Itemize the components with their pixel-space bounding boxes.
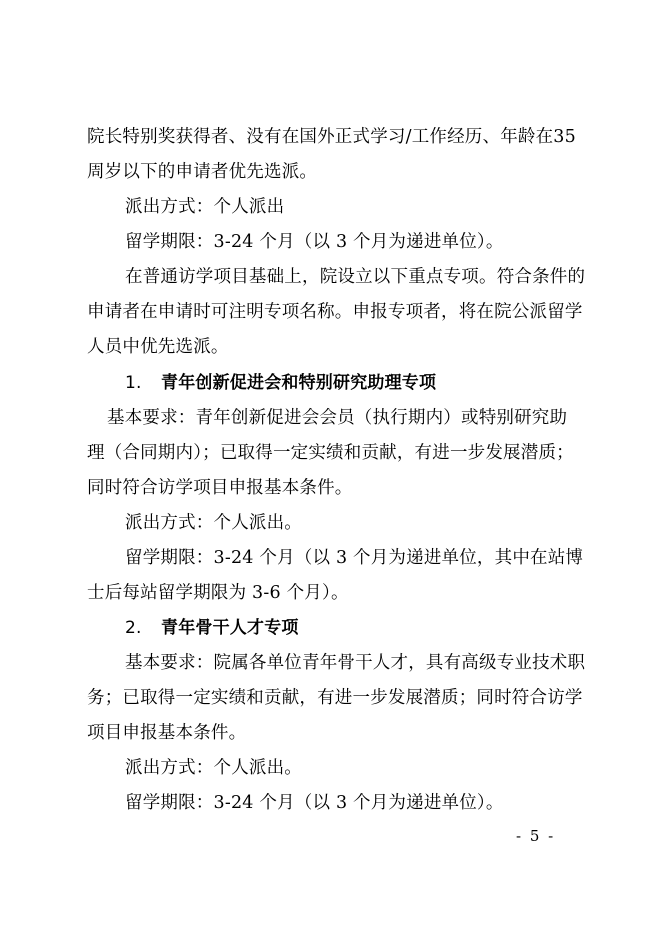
requirement-line: 基本要求：青年创新促进会会员（执行期内）或特别研究助 — [107, 408, 568, 428]
dispatch-method-line: 派出方式：个人派出。 — [125, 758, 302, 778]
section-number: 1. — [125, 373, 142, 393]
paragraph-line: 士后每站留学期限为 3-6 个月）。 — [87, 583, 349, 603]
study-period-line: 留学期限：3-24 个月（以 3 个月为递进单位，其中在站博 — [125, 548, 584, 568]
paragraph-line: 在普通访学项目基础上，院设立以下重点专项。符合条件的 — [125, 267, 586, 287]
paragraph-line: 申请者在申请时可注明专项名称。申报专项者，将在院公派留学 — [87, 302, 583, 322]
paragraph-line: 同时符合访学项目申报基本条件。 — [87, 478, 353, 498]
paragraph-line: 务；已取得一定实绩和贡献，有进一步发展潜质；同时符合访学 — [87, 688, 583, 708]
paragraph-line: 理（合同期内）；已取得一定实绩和贡献，有进一步发展潜质； — [87, 443, 574, 463]
section-title: 青年创新促进会和特别研究助理专项 — [161, 373, 437, 393]
page-number: - 5 - — [516, 827, 556, 845]
section-title: 青年骨干人才专项 — [161, 618, 299, 638]
study-period-line: 留学期限：3-24 个月（以 3 个月为递进单位）。 — [125, 232, 504, 252]
section-heading-2 — [125, 616, 587, 640]
requirement-line: 基本要求：院属各单位青年骨干人才，具有高级专业技术职 — [125, 653, 586, 673]
paragraph-line: 项目申报基本条件。 — [87, 723, 247, 743]
paragraph-line: 周岁以下的申请者优先选派。 — [87, 162, 318, 182]
dispatch-method-line: 派出方式：个人派出 — [125, 197, 285, 217]
section-number: 2. — [125, 618, 142, 638]
study-period-line: 留学期限：3-24 个月（以 3 个月为递进单位）。 — [125, 793, 504, 813]
paragraph-line: 人员中优先选派。 — [87, 337, 229, 357]
section-heading-1 — [125, 371, 587, 395]
dispatch-method-line: 派出方式：个人派出。 — [125, 513, 302, 533]
paragraph-line: 院长特别奖获得者、没有在国外正式学习/工作经历、年龄在35 — [87, 127, 576, 147]
